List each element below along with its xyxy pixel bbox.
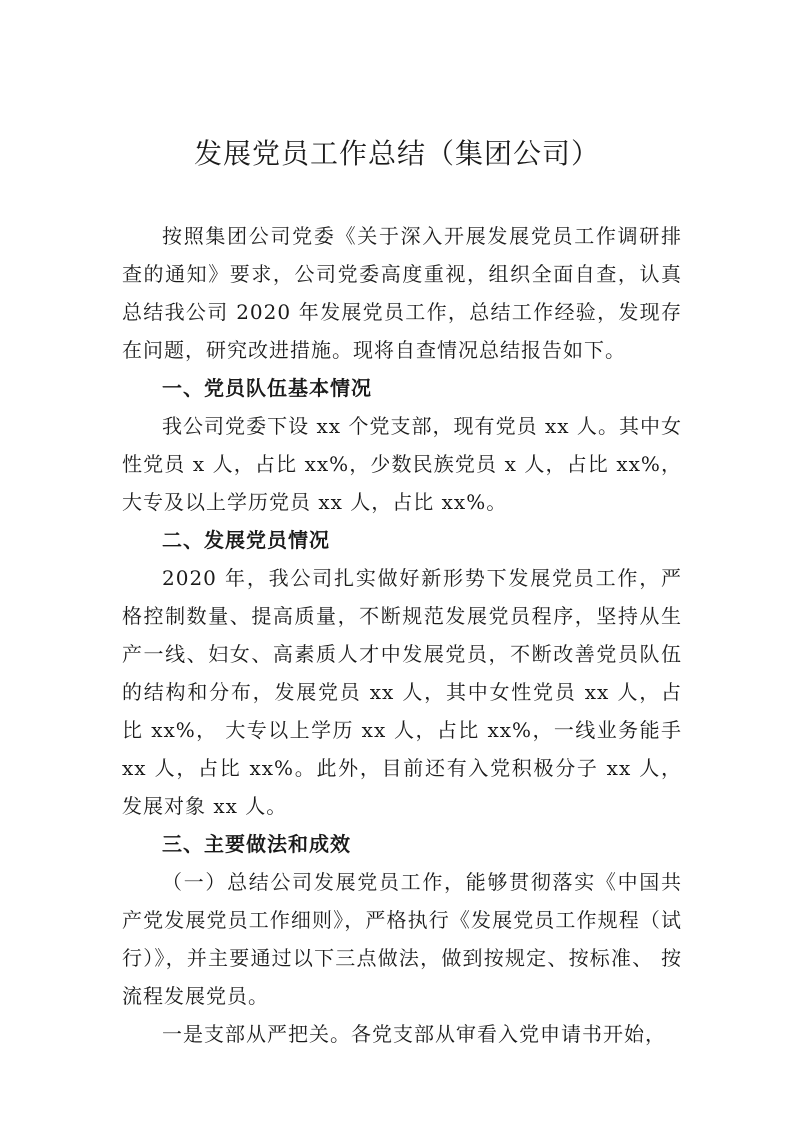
- section2-heading: 二、发展党员情况: [162, 528, 330, 552]
- section1-heading: 一、党员队伍基本情况: [162, 376, 372, 400]
- section3-paragraph-2: 一是支部从严把关。各党支部从审看入党申请书开始，: [162, 1022, 666, 1046]
- intro-paragraph: 按照集团公司党委《关于深入开展发展党员工作调研排查的通知》要求，公司党委高度重视，组织全面自查，认真总结我公司 2020 年发展党员工作，总结工作经验，发现存在问题，研究改进措施。现将自查情况总结报告如下。: [122, 224, 682, 362]
- document-body: [122, 217, 682, 1053]
- section3-paragraph-1: （一）总结公司发展党员工作，能够贯彻落实《中国共产党发展党员工作细则》，严格执行《发展党员工作规程（试行）》，并主要通过以下三点做法，做到按规定、按标准、 按流程发展党员。: [122, 870, 682, 1008]
- section3-heading: 三、主要做法和成效: [162, 832, 351, 856]
- section2-paragraph: 2020 年，我公司扎实做好新形势下发展党员工作，严格控制数量、提高质量，不断规范发展党员程序，坚持从生产一线、妇女、高素质人才中发展党员，不断改善党员队伍的结构和分布，发展党员 xx 人，其中女性党员 xx 人，占比 xx%， 大专以上学历 xx 人，占比 xx%，一线业务能手 xx 人，占比 xx%。此外，目前还有入党积极分子 xx 人，发展对象 xx 人。: [122, 566, 682, 818]
- document-title: 发展党员工作总结（集团公司）: [193, 137, 600, 170]
- section1-paragraph: 我公司党委下设 xx 个党支部，现有党员 xx 人。其中女性党员 x 人，占比 xx%，少数民族党员 x 人，占比 xx%，大专及以上学历党员 xx 人，占比 xx%。: [122, 414, 682, 514]
